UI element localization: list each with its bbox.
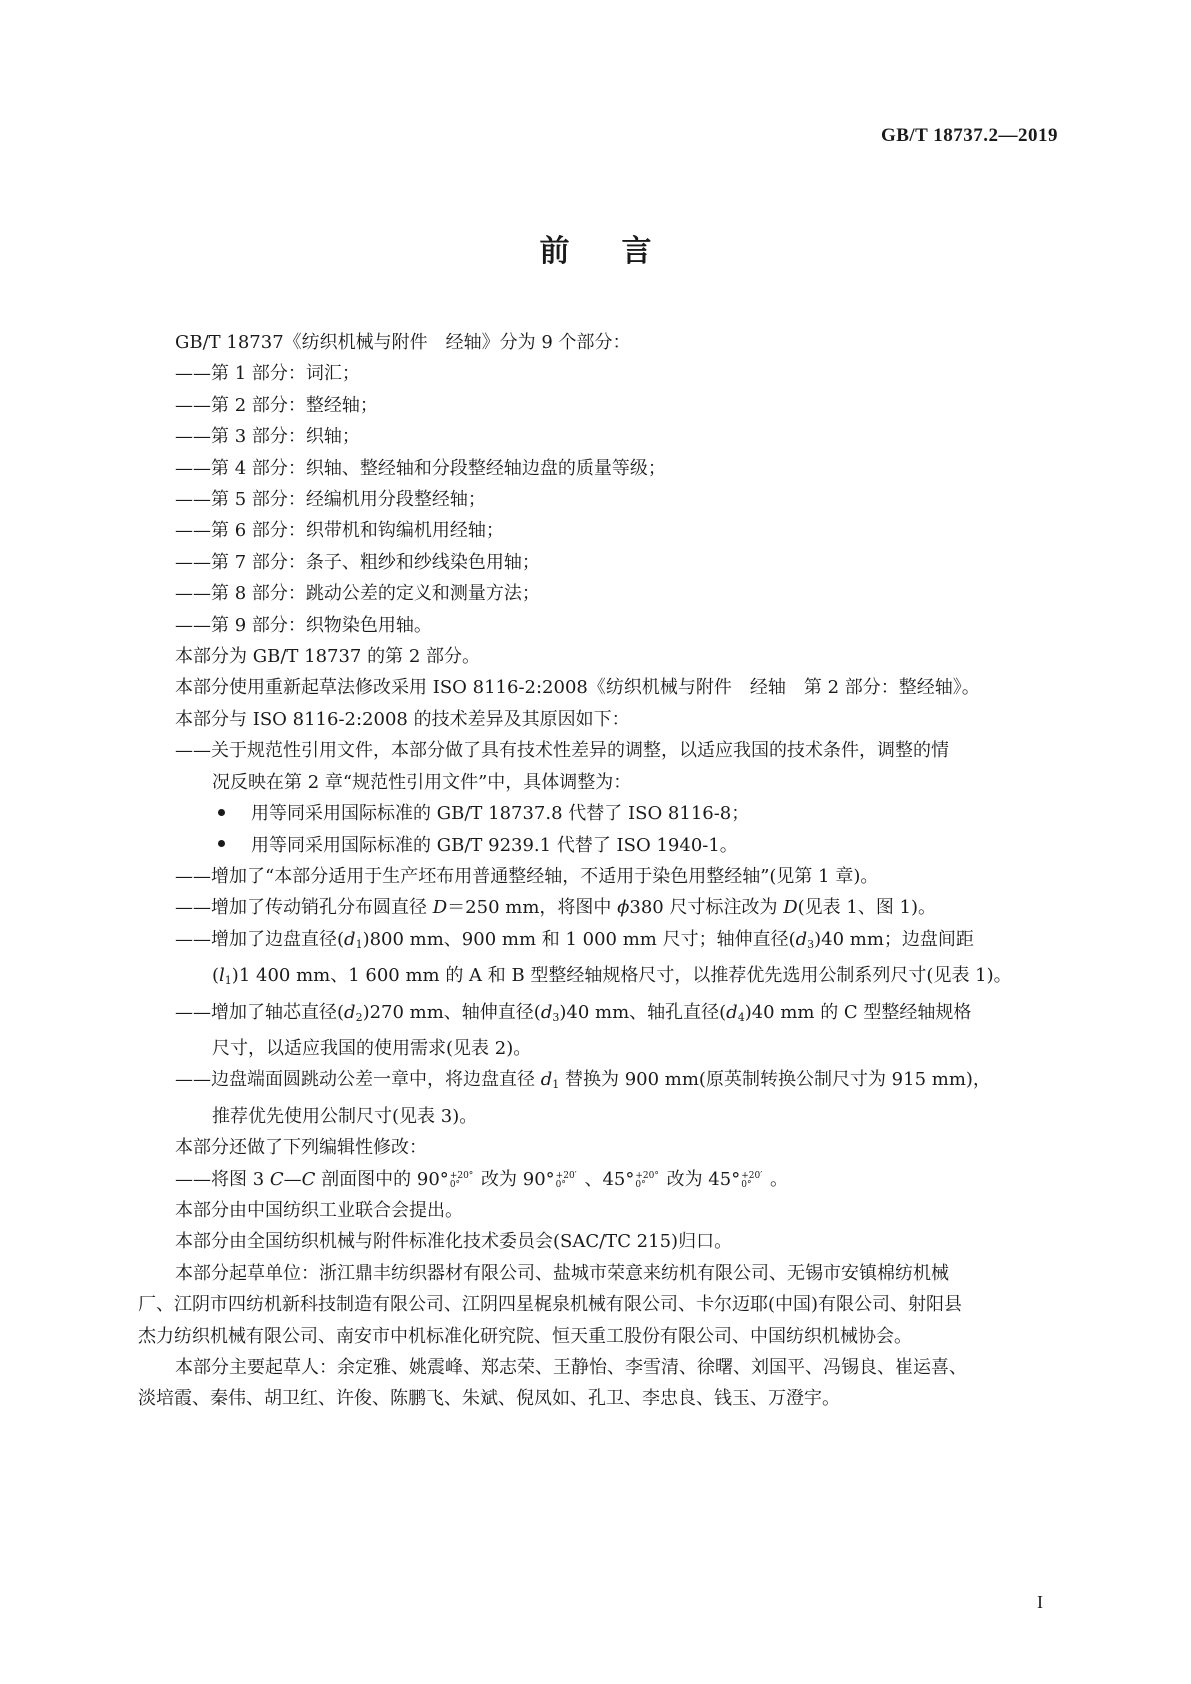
intro-paragraph: GB/T 18737《纺织机械与附件 经轴》分为 9 个部分： bbox=[175, 332, 631, 353]
drafting-units bbox=[138, 1258, 1063, 1352]
subscript: 2 bbox=[355, 1010, 363, 1024]
subscript: 4 bbox=[737, 1010, 745, 1024]
list-item: ——第 6 部分：织带机和钩编机用经轴； bbox=[175, 520, 504, 542]
standard-code: GB/T 18737.2—2019 bbox=[880, 125, 1058, 146]
subscript: 3 bbox=[552, 1010, 560, 1024]
text-run: 改为 90° bbox=[475, 1168, 555, 1190]
variable-d: D bbox=[432, 897, 448, 919]
tolerance bbox=[450, 1172, 474, 1190]
tolerance bbox=[635, 1172, 659, 1190]
list-item: ——第 1 部分：词汇； bbox=[175, 363, 360, 385]
drafters-line: 本部分主要起草人：余定雅、姚震峰、郑志荣、王静怡、李雪清、徐曙、刘国平、冯锡良、崔运喜、 bbox=[175, 1357, 967, 1378]
variable-d: d bbox=[540, 1069, 553, 1091]
text-run: 剖面图中的 90° bbox=[315, 1168, 449, 1190]
tolerance-upper: +20° bbox=[449, 1170, 474, 1181]
parts-list bbox=[175, 358, 1063, 641]
difference-line: 推荐优先使用公制尺寸(见表 3)。 bbox=[212, 1105, 478, 1127]
tolerance-lower: 0° bbox=[449, 1179, 461, 1190]
difference-line: $(l_1)1$ 400 mm、1 600 mm 的 A 和 B 型整经轴规格尺寸，以推荐优先选用公制系列尺寸(见表 1)。 bbox=[212, 965, 1012, 988]
text-run: 。 bbox=[764, 1168, 788, 1190]
text-run: 改为 45° bbox=[660, 1168, 741, 1190]
text-run: (见表 1、图 1)。 bbox=[797, 897, 937, 919]
difference-item-runout bbox=[175, 1064, 1063, 1132]
differences-intro: 本部分与 ISO 8116-2:2008 的技术差异及其原因如下： bbox=[175, 708, 630, 730]
text-run: 替换为 900 mm(原英制转换公制尺寸为 915 mm)， bbox=[559, 1069, 991, 1091]
foreword-body bbox=[138, 327, 1063, 1415]
tolerance-lower: 0° bbox=[635, 1179, 646, 1190]
list-item: ——第 8 部分：跳动公差的定义和测量方法； bbox=[175, 583, 540, 605]
text-run: ——增加了轴芯直径( bbox=[175, 1001, 345, 1023]
text-run: 380 尺寸标注改为 bbox=[629, 897, 784, 919]
bullet-item bbox=[175, 798, 1063, 829]
page-number: I bbox=[1037, 1592, 1043, 1612]
difference-line bbox=[175, 997, 1063, 1033]
list-item: ——第 9 部分：织物染色用轴。 bbox=[175, 614, 432, 636]
variable-d: d bbox=[726, 1001, 738, 1023]
differences-list bbox=[175, 735, 1063, 1132]
drafting-units-line: 厂、江阴市四纺机新科技制造有限公司、江阴四星梶泉机械有限公司、卡尔迈耶(中国)有限公司、射阳县 bbox=[138, 1294, 963, 1316]
text-run: ——将图 3 bbox=[175, 1168, 270, 1190]
drafters-line: 淡培霞、秦伟、胡卫红、许俊、陈鹏飞、朱斌、倪凤如、孔卫、李忠良、钱玉、万澄宇。 bbox=[138, 1388, 840, 1410]
difference-text: ——关于规范性引用文件，本部分做了具有技术性差异的调整，以适应我国的技术条件，调整的情 bbox=[175, 740, 949, 762]
bullet-icon bbox=[218, 809, 225, 816]
text-run: ——增加了传动销孔分布圆直径 bbox=[175, 897, 433, 919]
tolerance-lower: 0° bbox=[741, 1179, 752, 1190]
list-item: ——第 3 部分：织轴； bbox=[175, 426, 360, 448]
variable-l: l bbox=[219, 965, 225, 987]
subscript: 1 bbox=[355, 937, 363, 951]
difference-item-flange-diameter bbox=[175, 924, 1063, 997]
editorial-item bbox=[175, 1164, 1063, 1195]
bullet-text: 用等同采用国际标准的 GB/T 18737.8 代替了 ISO 8116-8； bbox=[251, 803, 750, 825]
difference-item-c-type bbox=[175, 997, 1063, 1065]
difference-item-pin-hole bbox=[175, 892, 1063, 923]
editorial-intro: 本部分还做了下列编辑性修改： bbox=[175, 1137, 427, 1159]
bullet-item bbox=[175, 830, 1063, 861]
text-run: ＝250 mm，将图中 bbox=[447, 897, 618, 919]
tolerance-lower: 0° bbox=[555, 1179, 566, 1190]
variable-d: d bbox=[795, 928, 808, 950]
text-run: )1 400 mm、1 600 mm 的 A 和 B 型整经轴规格尺寸，以推荐优先选用公制系列尺寸(见表 1)。 bbox=[231, 965, 1012, 987]
list-item: ——第 4 部分：织轴、整经轴和分段整经轴边盘的质量等级； bbox=[175, 457, 666, 479]
jurisdiction: 本部分由全国纺织机械与附件标准化技术委员会(SAC/TC 215)归口。 bbox=[175, 1231, 733, 1253]
tolerance-upper: +20° bbox=[635, 1170, 659, 1181]
difference-line: 尺寸，以适应我国的使用需求(见表 2)。 bbox=[212, 1037, 532, 1059]
text-run: ——边盘端面圆跳动公差一章中，将边盘直径 bbox=[175, 1069, 541, 1091]
variable-d: d bbox=[344, 1001, 356, 1023]
drafters bbox=[138, 1352, 1063, 1415]
drafting-units-line: 本部分起草单位：浙江鼎丰纺织器材有限公司、盐城市荣意来纺机有限公司、无锡市安镇棉纺机械 bbox=[175, 1262, 949, 1284]
text-run: 、45° bbox=[578, 1168, 635, 1190]
page-title: 前言 bbox=[539, 234, 704, 269]
variable-d: d bbox=[540, 1001, 553, 1023]
difference-line bbox=[175, 1064, 1063, 1100]
subscript: 3 bbox=[807, 937, 815, 951]
list-item: ——第 2 部分：整经轴； bbox=[175, 394, 378, 416]
tolerance bbox=[741, 1172, 762, 1190]
tolerance-upper: +20′ bbox=[555, 1170, 577, 1181]
tolerance bbox=[556, 1172, 577, 1190]
list-item: ——第 7 部分：条子、粗纱和纱线染色用轴； bbox=[175, 551, 540, 573]
difference-text: 况反映在第 2 章“规范性引用文件”中，具体调整为： bbox=[212, 771, 632, 793]
list-item: ——第 5 部分：经编机用分段整经轴； bbox=[175, 489, 486, 511]
adoption-statement: 本部分使用重新起草法修改采用 ISO 8116-2:2008《纺织机械与附件 经轴 第 2 部分：整经轴》。 bbox=[175, 677, 980, 699]
is-part-statement: 本部分为 GB/T 18737 的第 2 部分。 bbox=[175, 646, 480, 668]
difference-item-references bbox=[175, 735, 1063, 861]
difference-item-scope: ——增加了“本部分适用于生产坯布用普通整经轴，不适用于染色用整经轴”(见第 1 章)。 bbox=[175, 865, 879, 887]
difference-line bbox=[175, 924, 1063, 960]
text-run: )40 mm 的 C 型整经轴规格 bbox=[744, 1001, 972, 1023]
text-run: )270 mm、轴伸直径( bbox=[362, 1001, 541, 1023]
bullet-text: 用等同采用国际标准的 GB/T 9239.1 代替了 ISO 1940-1。 bbox=[251, 834, 738, 856]
phi-symbol: ϕ bbox=[617, 897, 630, 919]
text-run: ——增加了边盘直径( bbox=[175, 928, 345, 950]
variable-d: d bbox=[344, 928, 356, 950]
section-label: C—C bbox=[269, 1168, 316, 1190]
text-run: )800 mm、900 mm 和 1 000 mm 尺寸；轴伸直径( bbox=[362, 928, 796, 950]
text-run: )40 mm、轴孔直径( bbox=[559, 1001, 727, 1023]
variable-d: D bbox=[783, 897, 798, 919]
bullet-icon bbox=[218, 840, 225, 847]
tolerance-upper: +20′ bbox=[741, 1170, 763, 1181]
text-run: )40 mm；边盘间距 bbox=[814, 928, 974, 950]
proposed-by: 本部分由中国纺织工业联合会提出。 bbox=[175, 1199, 463, 1221]
subscript: 1 bbox=[224, 974, 232, 988]
drafting-units-line: 杰力纺织机械有限公司、南安市中机标准化研究院、恒天重工股份有限公司、中国纺织机械协会。 bbox=[138, 1325, 912, 1347]
subscript: 1 bbox=[552, 1078, 560, 1092]
